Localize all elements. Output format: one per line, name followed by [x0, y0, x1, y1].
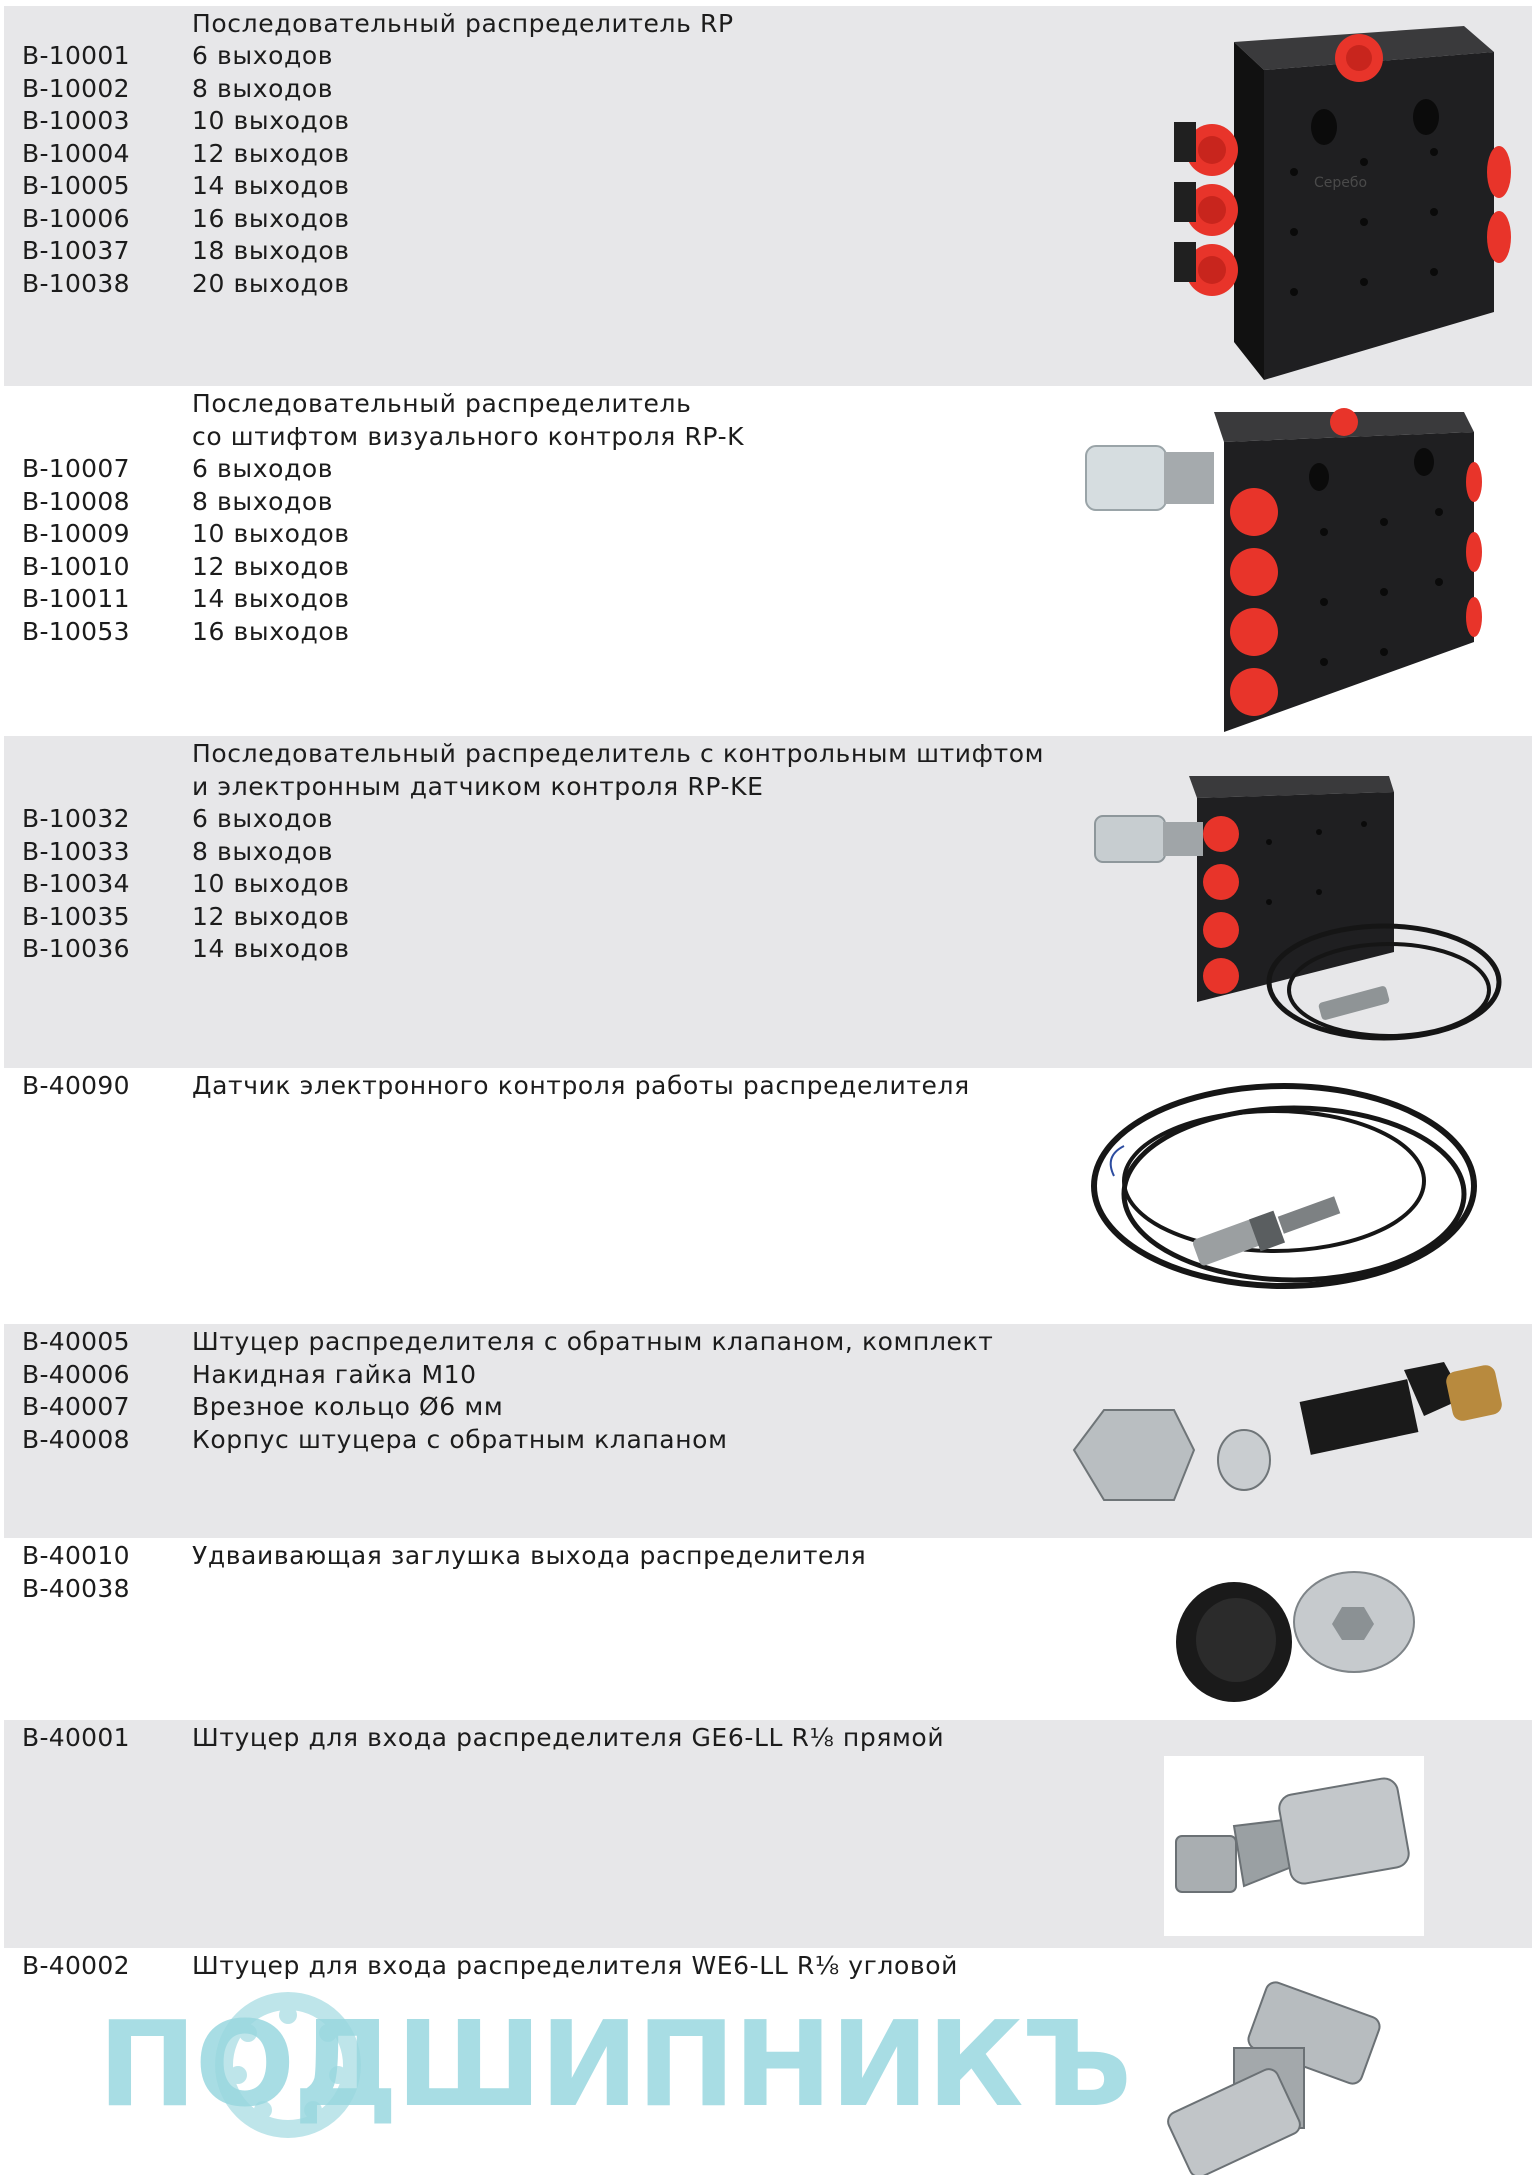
label-list	[192, 803, 350, 966]
label-list	[192, 1950, 958, 1983]
product-label: Корпус штуцера с обратным клапаном	[192, 1424, 728, 1454]
product-label: Врезное кольцо Ø6 мм	[192, 1392, 504, 1421]
title-line: Последовательный распределитель	[192, 389, 692, 418]
product-label: 16 выходов	[192, 616, 350, 646]
product-label: 8 выходов	[192, 486, 334, 516]
product-code: B-10032	[22, 804, 130, 833]
product-label: Накидная гайка M10	[192, 1359, 477, 1389]
section-rp-k	[4, 386, 1532, 736]
product-code: B-10001	[22, 41, 130, 70]
label-list	[192, 1722, 944, 1755]
label-list	[192, 453, 350, 648]
product-label: 8 выходов	[192, 73, 334, 103]
product-code: B-10036	[22, 934, 130, 963]
code-list	[22, 40, 130, 300]
product-code: B-10038	[22, 268, 130, 298]
product-label: 12 выходов	[192, 551, 350, 581]
product-label: 6 выходов	[192, 804, 334, 833]
label-list	[192, 1070, 970, 1103]
product-code: B-10053	[22, 616, 130, 646]
product-code: B-40038	[22, 1573, 130, 1603]
distributor-with-pin-icon	[1084, 402, 1484, 732]
product-label: 14 выходов	[192, 934, 350, 963]
product-code: B-40008	[22, 1424, 130, 1454]
svg-text:Серебо: Серебо	[1314, 175, 1368, 191]
label-list	[192, 1540, 866, 1573]
title-line: Последовательный распределитель с контрольным штифтом	[192, 739, 1045, 768]
title-line: со штифтом визуального контроля RP-K	[192, 421, 745, 451]
product-code: B-40007	[22, 1392, 130, 1421]
angle-fitting-icon	[1164, 1978, 1414, 2168]
product-code: B-10033	[22, 836, 130, 866]
product-label: 6 выходов	[192, 454, 334, 483]
section-title	[192, 388, 744, 453]
code-list	[22, 1950, 130, 1983]
product-label: 14 выходов	[192, 584, 350, 613]
section-plugs	[4, 1538, 1532, 1720]
product-label: 12 выходов	[192, 901, 350, 931]
product-code: B-10035	[22, 901, 130, 931]
product-label: 10 выходов	[192, 869, 350, 898]
product-label: 12 выходов	[192, 138, 350, 168]
svg-text:ПОДШИПНИКЪ: ПОДШИПНИКЪ	[98, 1995, 1131, 2133]
product-code: B-10008	[22, 486, 130, 516]
code-list	[22, 1540, 130, 1605]
product-code: B-10037	[22, 236, 130, 265]
product-label: 10 выходов	[192, 519, 350, 548]
label-list	[192, 1326, 993, 1456]
product-code: B-10034	[22, 869, 130, 898]
product-label: 6 выходов	[192, 41, 334, 70]
code-list	[22, 453, 130, 648]
section-fitting-kit	[4, 1324, 1532, 1538]
code-list	[22, 1070, 130, 1103]
product-code: B-40005	[22, 1327, 130, 1356]
product-label: Штуцер распределителя с обратным клапаном, комплект	[192, 1327, 994, 1356]
distributor-block-icon	[1164, 12, 1504, 382]
product-label: 20 выходов	[192, 268, 350, 298]
product-code: B-10005	[22, 171, 130, 200]
product-label: Штуцер для входа распределителя GE6-LL R⅛ прямой	[192, 1723, 945, 1752]
section-rp	[4, 6, 1532, 386]
distributor-with-sensor-icon	[1089, 772, 1509, 1062]
product-code: B-10006	[22, 203, 130, 233]
section-straight-fitting	[4, 1720, 1532, 1948]
product-code: B-10003	[22, 106, 130, 135]
section-title	[192, 8, 734, 41]
product-code: B-10002	[22, 73, 130, 103]
code-list	[22, 803, 130, 966]
watermark-logo	[98, 1985, 1131, 2145]
product-code: B-10004	[22, 138, 130, 168]
plugs-icon	[1164, 1552, 1424, 1712]
product-label: 8 выходов	[192, 836, 334, 866]
product-code: B-40010	[22, 1541, 130, 1570]
sensor-cable-icon	[1084, 1076, 1484, 1320]
product-code: B-40002	[22, 1951, 130, 1980]
label-list	[192, 40, 350, 300]
section-title	[192, 738, 1044, 803]
product-code: B-10007	[22, 454, 130, 483]
product-code: B-10011	[22, 584, 130, 613]
code-list	[22, 1722, 130, 1755]
product-label: Датчик электронного контроля работы распределителя	[192, 1071, 970, 1100]
product-code: B-10009	[22, 519, 130, 548]
fitting-kit-icon	[1064, 1350, 1514, 1534]
title-line: и электронным датчиком контроля RP-KE	[192, 771, 764, 801]
product-label: Удваивающая заглушка выхода распределителя	[192, 1541, 867, 1570]
straight-fitting-icon	[1164, 1756, 1424, 1936]
product-code: B-40090	[22, 1071, 130, 1100]
section-sensor	[4, 1068, 1532, 1324]
product-label: 10 выходов	[192, 106, 350, 135]
product-code: B-10010	[22, 551, 130, 581]
title-line: Последовательный распределитель RP	[192, 9, 734, 38]
product-label: 14 выходов	[192, 171, 350, 200]
section-rp-ke	[4, 736, 1532, 1068]
product-label: Штуцер для входа распределителя WE6-LL R⅛ угловой	[192, 1951, 958, 1980]
code-list	[22, 1326, 130, 1456]
product-label: 18 выходов	[192, 236, 350, 265]
product-code: B-40001	[22, 1723, 130, 1752]
product-code: B-40006	[22, 1359, 130, 1389]
product-label: 16 выходов	[192, 203, 350, 233]
